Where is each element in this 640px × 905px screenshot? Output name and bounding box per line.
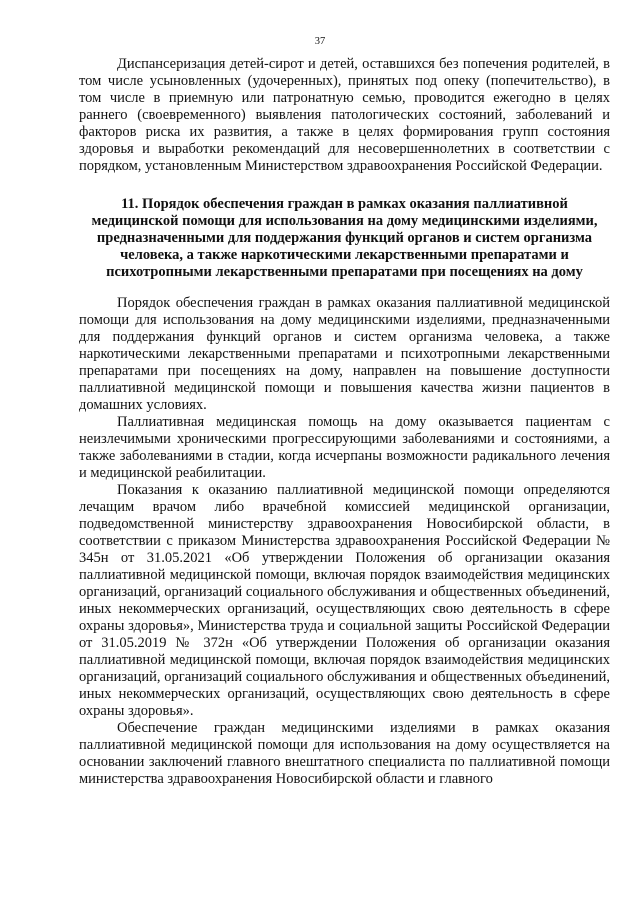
body-paragraph: Показания к оказанию паллиативной медицинской помощи определяются лечащим врачом либо врачебной комиссией медицинской организации, подведомственной министерству здравоохранения Новосибирской области, в соответствии с приказом Министерства здравоохранения Российской Федерации № 345н от 31.05.2021 «Об утверждении Положения об организации оказания паллиативной медицинской помощи, включая порядок взаимодействия медицинских организаций, организаций социального обслуживания и общественных объединений, иных некоммерческих организаций, осуществляющих свою деятельность в сфере охраны здоровья», Министерства труда и социальной защиты Российской Федерации от 31.05.2019 № 372н «Об утверждении Положения об организации оказания паллиативной медицинской помощи, включая порядок взаимодействия медицинских организаций, организаций социального обслуживания и общественных объединений, иных некоммерческих организаций, осуществляющих свою деятельность в сфере охраны здоровья». <box>79 482 610 719</box>
body-paragraph: Обеспечение граждан медицинскими изделиями в рамках оказания паллиативной медицинской помощи для использования на дому осуществляется на основании заключений главного внештатного специалиста по паллиативной помощи министерства здравоохранения Новосибирской области и главного <box>79 720 610 787</box>
body-paragraph: Порядок обеспечения граждан в рамках оказания паллиативной медицинской помощи для использования на дому медицинскими изделиями, предназначенными для поддержания функций органов и систем организма человека, а также наркотическими лекарственными препаратами и психотропными лекарственными препаратами при посещениях на дому, направлен на повышение доступности паллиативной медицинской помощи и повышения качества жизни пациентов в домашних условиях. <box>79 295 610 413</box>
page-number: 37 <box>314 36 326 47</box>
document-body <box>79 56 610 788</box>
body-paragraph: Паллиативная медицинская помощь на дому оказывается пациентам с неизлечимыми хроническими прогрессирующими заболеваниями и состояниями, а также заболеваниями в стадии, когда исчерпаны возможности радикального лечения и медицинской реабилитации. <box>79 414 610 481</box>
section-heading: 11. Порядок обеспечения граждан в рамках оказания паллиативной медицинской помощи для использования на дому медицинскими изделиями, предназначенными для поддержания функций органов и систем организма человека, а также наркотическими лекарственными препаратами и психотропными лекарственными препаратами при посещениях на дому <box>91 196 598 280</box>
intro-paragraph: Диспансеризация детей-сирот и детей, оставшихся без попечения родителей, в том числе усыновленных (удочеренных), принятых под опеку (попечительство), в том числе в приемную или патронатную семью, проводится ежегодно в целях раннего (своевременного) выявления патологических состояний, заболеваний и факторов риска их развития, а также в целях формирования групп состояния здоровья и выработки рекомендаций для несовершеннолетних в соответствии с порядком, установленным Министерством здравоохранения Российской Федерации. <box>79 56 610 174</box>
